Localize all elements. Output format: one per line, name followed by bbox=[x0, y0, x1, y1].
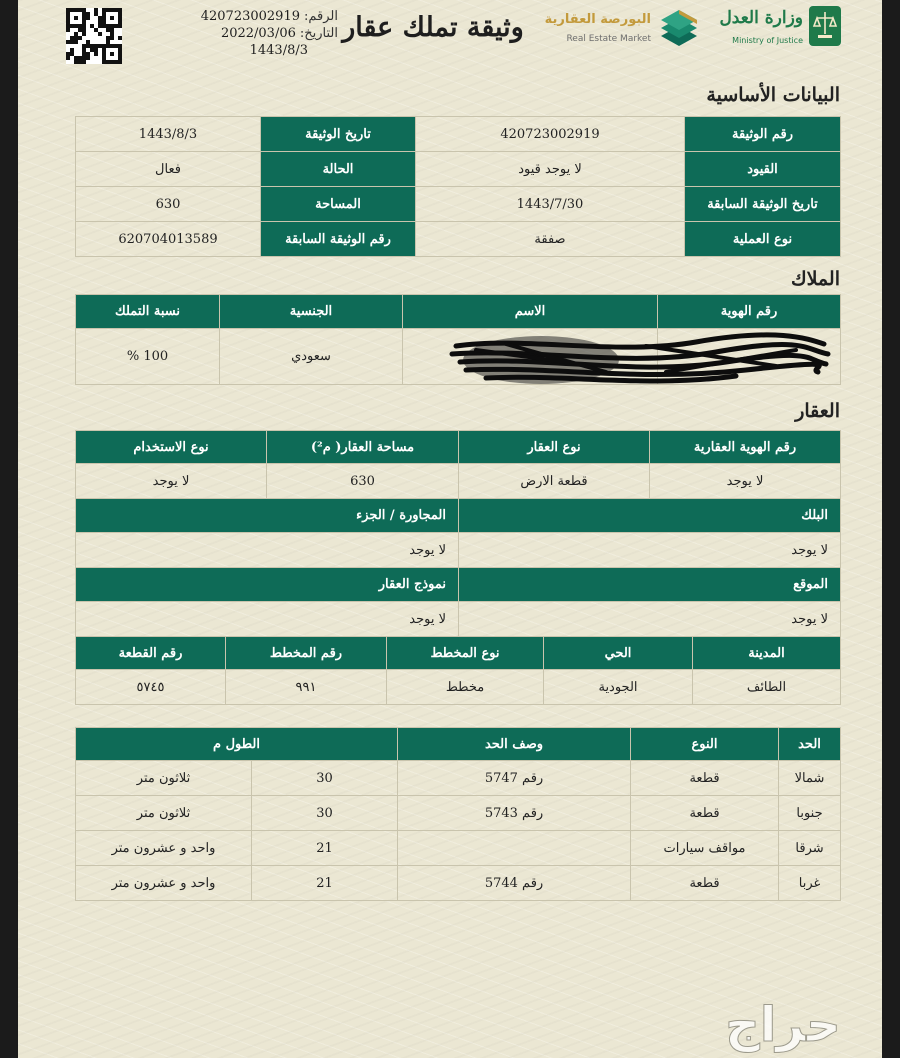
location-header-plot-number: رقم القطعة bbox=[76, 637, 226, 670]
basic-value-left: 1443/8/3 bbox=[76, 117, 261, 152]
property-type: قطعة الارض bbox=[459, 464, 650, 499]
basic-data-table bbox=[75, 116, 841, 257]
border-length-text: واحد و عشرون متر bbox=[76, 831, 252, 866]
haraj-watermark bbox=[668, 995, 882, 1055]
borders-header-direction: الحد bbox=[779, 728, 841, 761]
basic-value-left: 630 bbox=[76, 187, 261, 222]
border-description: رقم 5747 bbox=[398, 761, 631, 796]
basic-value-left: 620704013589 bbox=[76, 222, 261, 257]
basic-label-left: المساحة bbox=[261, 187, 416, 222]
border-length-text: ثلاثون متر bbox=[76, 796, 252, 831]
basic-label-left: رقم الوثيقة السابقة bbox=[261, 222, 416, 257]
border-description bbox=[398, 831, 631, 866]
border-length-text: واحد و عشرون متر bbox=[76, 866, 252, 901]
basic-row bbox=[76, 152, 841, 187]
ministry-of-justice-logo bbox=[719, 4, 843, 50]
basic-label-right: القيود bbox=[685, 152, 841, 187]
basic-value-left: فعال bbox=[76, 152, 261, 187]
border-type: قطعة bbox=[631, 761, 779, 796]
border-length-text: ثلاثون متر bbox=[76, 761, 252, 796]
moj-logo-ar: وزارة العدل bbox=[719, 8, 803, 28]
property-table-main bbox=[75, 430, 841, 637]
basic-value-right: 1443/7/30 bbox=[416, 187, 685, 222]
owners-header-share: نسبة التملك bbox=[76, 295, 220, 329]
date-label: التاريخ: bbox=[299, 26, 338, 41]
watermark-text: حراج bbox=[725, 997, 841, 1053]
location-plan-type: مخطط bbox=[387, 670, 544, 705]
border-row bbox=[76, 866, 841, 901]
property-header-area: مساحة العقار( م²) bbox=[267, 431, 459, 464]
property-header-model: نموذج العقار bbox=[76, 568, 459, 602]
date-value: 2022/03/06 bbox=[220, 26, 296, 41]
owners-header-name: الاسم bbox=[403, 295, 658, 329]
border-description: رقم 5743 bbox=[398, 796, 631, 831]
basic-value-right: 420723002919 bbox=[416, 117, 685, 152]
redaction-scribble bbox=[446, 332, 831, 388]
location-header-district: الحي bbox=[544, 637, 693, 670]
ministry-emblem-icon bbox=[807, 4, 843, 48]
basic-data-title: البيانات الأساسية bbox=[706, 84, 840, 106]
document-header bbox=[18, 0, 882, 80]
borders-header-length: الطول م bbox=[76, 728, 398, 761]
border-direction: شرقا bbox=[779, 831, 841, 866]
basic-label-right: تاريخ الوثيقة السابقة bbox=[685, 187, 841, 222]
property-block: لا يوجد bbox=[459, 533, 841, 568]
basic-label-right: نوع العملية bbox=[685, 222, 841, 257]
property-real-estate-id: لا يوجد bbox=[650, 464, 841, 499]
moj-logo-en: Ministry of Justice bbox=[732, 36, 803, 45]
property-header-neighbour-part: المجاورة / الجزء bbox=[76, 499, 459, 533]
border-row bbox=[76, 831, 841, 866]
border-length: 21 bbox=[252, 831, 398, 866]
owners-title: الملاك bbox=[790, 268, 840, 290]
owner-nationality: سعودي bbox=[220, 329, 403, 385]
location-city: الطائف bbox=[693, 670, 841, 705]
rem-logo-en: Real Estate Market bbox=[566, 34, 651, 44]
borders-header-type: النوع bbox=[631, 728, 779, 761]
basic-value-right: صفقة bbox=[416, 222, 685, 257]
property-neighbour-part: لا يوجد bbox=[76, 533, 459, 568]
border-description: رقم 5744 bbox=[398, 866, 631, 901]
hijri-date: 1443/8/3 bbox=[249, 43, 308, 58]
number-value: 420723002919 bbox=[200, 9, 300, 24]
document-meta bbox=[178, 8, 338, 59]
basic-label-left: الحالة bbox=[261, 152, 416, 187]
border-type: مواقف سيارات bbox=[631, 831, 779, 866]
border-row bbox=[76, 796, 841, 831]
property-header-block: البلك bbox=[459, 499, 841, 533]
owners-header-nationality: الجنسية bbox=[220, 295, 403, 329]
basic-row bbox=[76, 117, 841, 152]
border-direction: شمالا bbox=[779, 761, 841, 796]
property-location: لا يوجد bbox=[459, 602, 841, 637]
owner-share: 100 % bbox=[76, 329, 220, 385]
border-row bbox=[76, 761, 841, 796]
borders-table bbox=[75, 727, 841, 901]
real-estate-market-logo bbox=[544, 6, 703, 50]
basic-row bbox=[76, 222, 841, 257]
rem-logo-ar: البورصة العقارية bbox=[544, 12, 651, 27]
border-length: 30 bbox=[252, 796, 398, 831]
property-header-usage: نوع الاستخدام bbox=[76, 431, 267, 464]
location-header-plan-type: نوع المخطط bbox=[387, 637, 544, 670]
basic-row bbox=[76, 187, 841, 222]
owners-header-id: رقم الهوية bbox=[658, 295, 841, 329]
basic-label-left: تاريخ الوثيقة bbox=[261, 117, 416, 152]
location-header-plan-number: رقم المخطط bbox=[226, 637, 387, 670]
basic-value-right: لا يوجد قيود bbox=[416, 152, 685, 187]
property-usage: لا يوجد bbox=[76, 464, 267, 499]
property-model: لا يوجد bbox=[76, 602, 459, 637]
qr-code bbox=[66, 8, 122, 64]
border-length: 30 bbox=[252, 761, 398, 796]
border-length: 21 bbox=[252, 866, 398, 901]
property-area: 630 bbox=[267, 464, 459, 499]
property-title: العقار bbox=[795, 400, 840, 422]
property-table-location bbox=[75, 636, 841, 705]
location-plan-number: ٩٩١ bbox=[226, 670, 387, 705]
border-type: قطعة bbox=[631, 796, 779, 831]
border-type: قطعة bbox=[631, 866, 779, 901]
basic-label-right: رقم الوثيقة bbox=[685, 117, 841, 152]
property-header-location: الموقع bbox=[459, 568, 841, 602]
property-header-real-estate-id: رقم الهوية العقارية bbox=[650, 431, 841, 464]
border-direction: جنوبا bbox=[779, 796, 841, 831]
real-estate-market-icon bbox=[655, 6, 703, 50]
number-label: الرقم: bbox=[304, 9, 338, 24]
location-district: الجودية bbox=[544, 670, 693, 705]
property-header-type: نوع العقار bbox=[459, 431, 650, 464]
document-title: وثيقة تملك عقار bbox=[342, 12, 524, 43]
location-plot-number: ٥٧٤٥ bbox=[76, 670, 226, 705]
borders-header-description: وصف الحد bbox=[398, 728, 631, 761]
border-direction: غربا bbox=[779, 866, 841, 901]
document-page bbox=[18, 0, 882, 1058]
location-header-city: المدينة bbox=[693, 637, 841, 670]
